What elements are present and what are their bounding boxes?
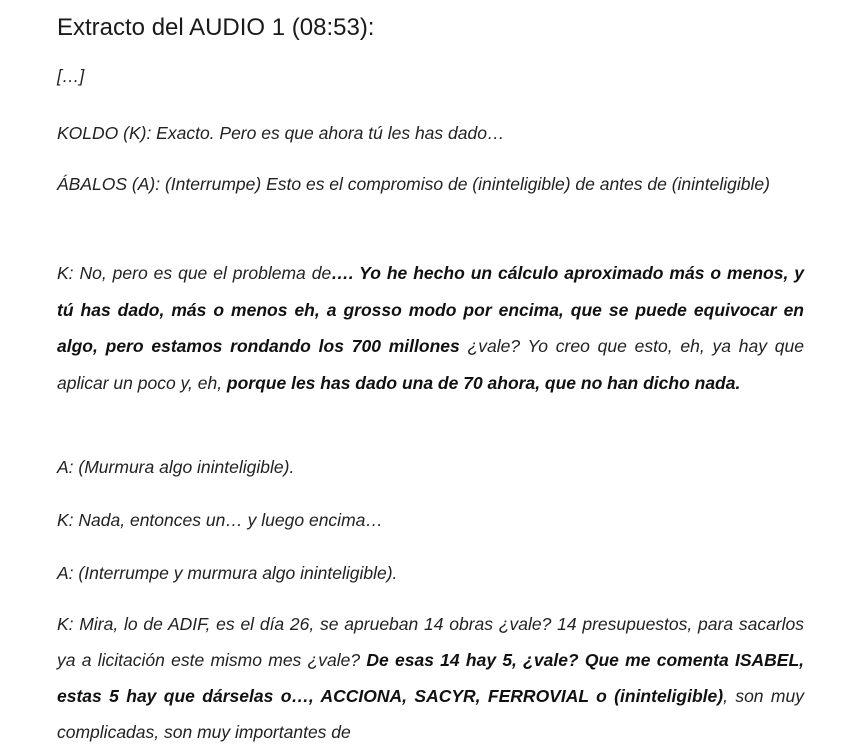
bold-text-segment: porque les has dado una de 70 ahora, que no han dicho nada.	[226, 372, 741, 393]
paragraph-koldo-nada: K: Nada, entonces un… y luego encima…	[57, 510, 383, 530]
paragraph-ellipsis: […]	[57, 66, 85, 86]
bold-text-segment: …. Yo he hecho un cálculo aproximado más o menos, y tú has dado, más o menos eh, a grosso modo por encima, que se puede equivocar en algo, pero estamos rondando los 700 millones	[57, 263, 805, 356]
text-segment: K: Mira, lo de ADIF, es el día 26, se aprueban 14 obras ¿vale? 14 presupuestos, para sacarlos ya a licitación este mismo mes ¿vale?	[57, 614, 804, 670]
paragraph-koldo-adif	[57, 606, 804, 750]
paragraph-abalos-murmur: A: (Murmura algo ininteligible).	[57, 457, 295, 477]
text-segment: K: No, pero es que el problema de	[57, 263, 332, 283]
paragraph-abalos-interrupt: A: (Interrumpe y murmura algo ininteligible).	[57, 563, 398, 583]
bold-text-segment: De esas 14 hay 5, ¿vale? Que me comenta ISABEL, estas 5 hay que dárselas o…, ACCIONA, SACYR, FERROVIAL o (ininteligible)	[57, 650, 804, 706]
text-segment: ¿vale? Yo creo que esto, eh, ya hay que aplicar un poco y, eh,	[57, 336, 804, 393]
paragraph-koldo-calculation	[57, 255, 804, 401]
paragraph-abalos-reply: ÁBALOS (A): (Interrumpe) Esto es el compromiso de (ininteligible) de antes de (ininteligible)	[57, 174, 770, 194]
text-segment: , son muy complicadas, son muy importantes de	[57, 686, 804, 742]
paragraph-koldo-intro: KOLDO (K): Exacto. Pero es que ahora tú les has dado…	[57, 123, 505, 143]
document-title: Extracto del AUDIO 1 (08:53):	[57, 14, 375, 41]
